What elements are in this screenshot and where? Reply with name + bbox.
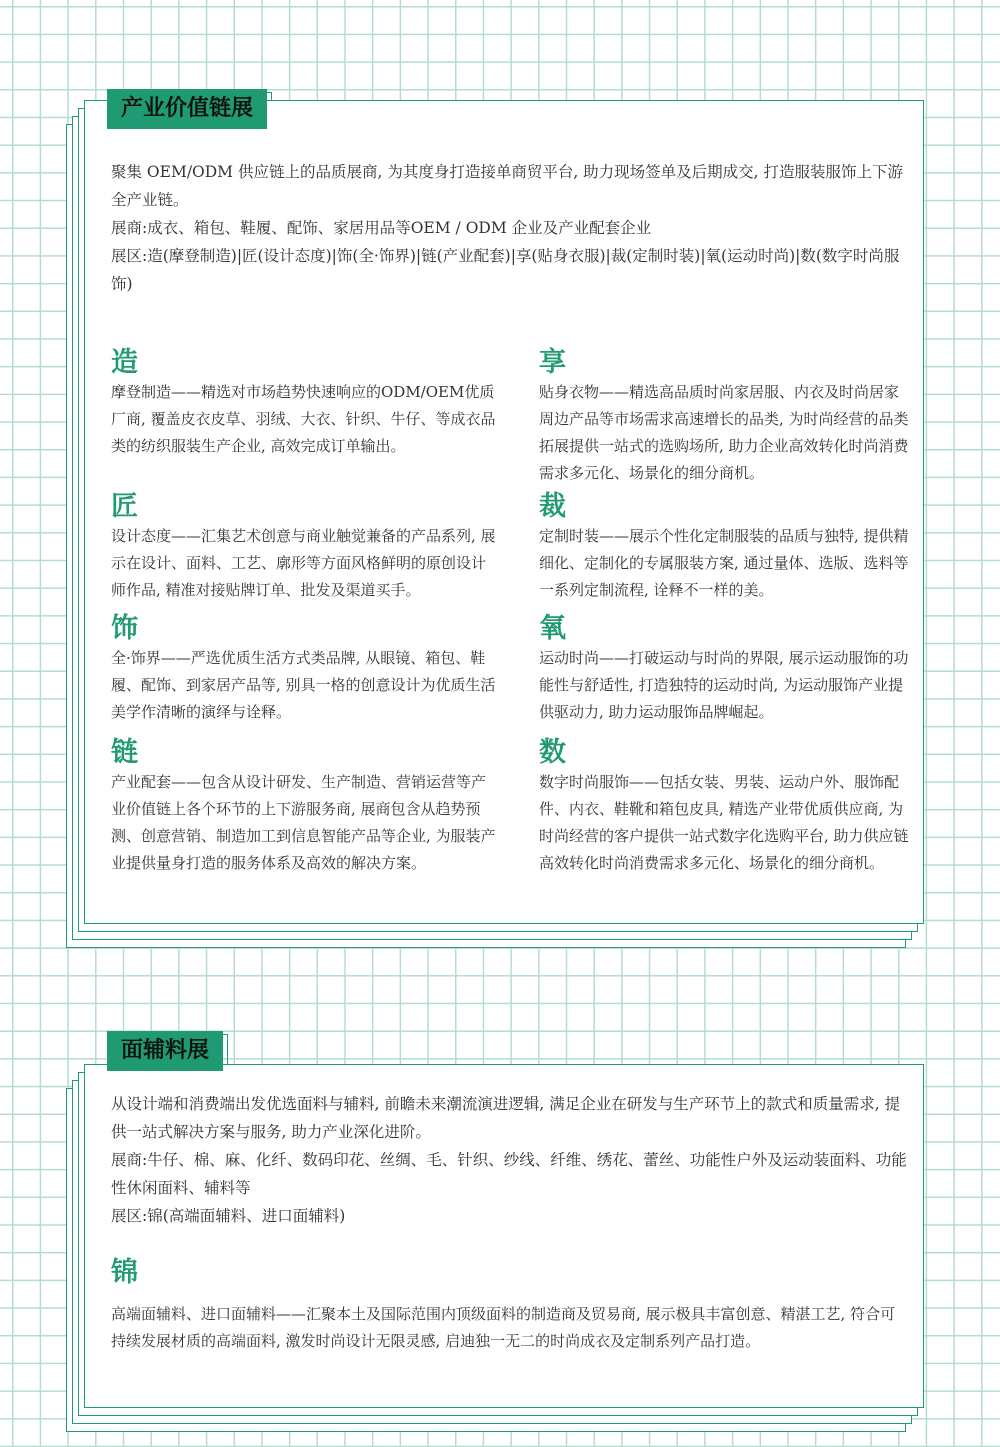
category-shi (111, 613, 497, 726)
category-char: 氧 (539, 613, 566, 644)
category-shu (539, 737, 909, 877)
category-char: 匠 (111, 491, 138, 522)
category-char: 裁 (539, 491, 566, 522)
category-char: 数 (539, 737, 566, 768)
category-jiang (111, 491, 497, 604)
category-yang (539, 613, 909, 726)
category-desc: 高端面辅料、进口面辅料——汇聚本土及国际范围内顶级面料的制造商及贸易商, 展示极具丰富创意、精湛工艺, 符合可持续发展材质的高端面料, 激发时尚设计无限灵感, 启迪独一无二的时尚成衣及定制系列产品打造。 (111, 1305, 896, 1350)
category-char: 享 (539, 347, 566, 378)
section-exhibitors: 展商:牛仔、棉、麻、化纤、数码印花、丝绸、毛、针织、纱线、纤维、绣花、蕾丝、功能性户外及运动装面料、功能性休闲面料、辅料等 (111, 1151, 907, 1197)
category-desc: 贴身衣物——精选高品质时尚家居服、内衣及时尚居家周边产品等市场需求高速增长的品类, 为时尚经营的品类拓展提供一站式的选购场所, 助力企业高效转化时尚消费需求多元化、场景化的细分商机。 (539, 383, 909, 482)
section-zones: 展区:造(摩登制造)|匠(设计态度)|饰(全·饰界)|链(产业配套)|享(贴身衣服)|裁(定制时装)|氧(运动时尚)|数(数字时尚服饰) (111, 247, 900, 293)
section-exhibitors: 展商:成衣、箱包、鞋履、配饰、家居用品等OEM / ODM 企业及产业配套企业 (111, 219, 652, 237)
category-desc: 产业配套——包含从设计研发、生产制造、营销运营等产业价值链上各个环节的上下游服务商, 展商包含从趋势预测、创意营销、制造加工到信息智能产品等企业, 为服装产业提供量身打造的服务体系及高效的解决方案。 (111, 773, 496, 872)
category-desc: 全·饰界——严选优质生活方式类品牌, 从眼镜、箱包、鞋履、配饰、到家居产品等, 别具一格的创意设计为优质生活美学作清晰的演绎与诠释。 (111, 649, 496, 721)
section-tag-value-chain: 产业价值链展 (107, 89, 267, 129)
value-chain-card (84, 96, 924, 924)
fabrics-card (84, 1038, 924, 1408)
category-char: 造 (111, 347, 138, 378)
category-desc: 设计态度——汇集艺术创意与商业触觉兼备的产品系列, 展示在设计、面料、工艺、廓形等方面风格鲜明的原创设计师作品, 精准对接贴牌订单、批发及渠道买手。 (111, 527, 496, 599)
category-lian (111, 737, 497, 877)
category-desc: 定制时装——展示个性化定制服装的品质与独特, 提供精细化、定制化的专属服装方案, 通过量体、选版、选料等一系列定制流程, 诠释不一样的美。 (539, 527, 909, 599)
category-desc: 运动时尚——打破运动与时尚的界限, 展示运动服饰的功能性与舒适性, 打造独特的运动时尚, 为运动服饰产业提供驱动力, 助力运动服饰品牌崛起。 (539, 649, 909, 721)
category-xiang (539, 347, 909, 487)
category-char: 饰 (111, 613, 138, 644)
category-jin (111, 1257, 909, 1355)
category-desc: 摩登制造——精选对市场趋势快速响应的ODM/OEM优质厂商, 覆盖皮衣皮草、羽绒、大衣、针织、牛仔、等成衣品类的纺织服装生产企业, 高效完成订单输出。 (111, 383, 496, 455)
section-intro: 从设计端和消费端出发优选面料与辅料, 前瞻未来潮流演进逻辑, 满足企业在研发与生产环节上的款式和质量需求, 提供一站式解决方案与服务, 助力产业深化进阶。 (111, 1095, 901, 1141)
category-desc: 数字时尚服饰——包括女装、男装、运动户外、服饰配件、内衣、鞋靴和箱包皮具, 精选产业带优质供应商, 为时尚经营的客户提供一站式数字化选购平台, 助力供应链高效转化时尚消费需求多元化、场景化的细分商机。 (539, 773, 909, 872)
category-char: 锦 (111, 1257, 138, 1288)
category-zao (111, 347, 497, 460)
category-cai (539, 491, 909, 604)
section-zones: 展区:锦(高端面辅料、进口面辅料) (111, 1207, 346, 1225)
section-intro: 聚集 OEM/ODM 供应链上的品质展商, 为其度身打造接单商贸平台, 助力现场签单及后期成交, 打造服装服饰上下游全产业链。 (111, 163, 904, 209)
section-tag-fabrics: 面辅料展 (107, 1031, 223, 1071)
category-char: 链 (111, 737, 138, 768)
